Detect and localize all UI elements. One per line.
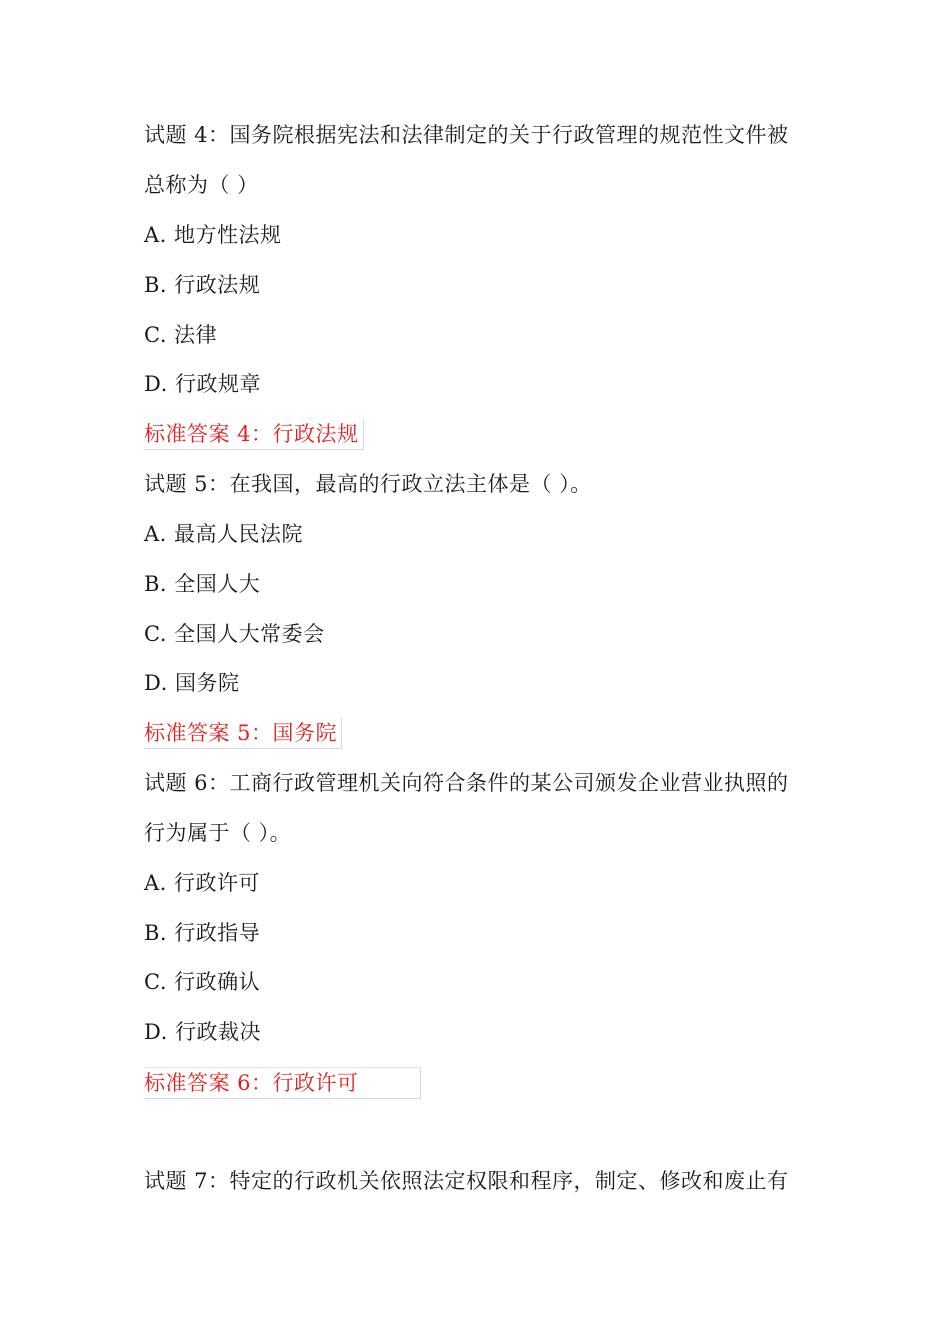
question-4-stem: 试题 4：国务院根据宪法和法律制定的关于行政管理的规范性文件被 [144,123,789,147]
question-4-option-a: A. 地方性法规 [144,223,282,247]
question-4-option-b: B. 行政法规 [144,273,261,297]
question-6-option-d: D. 行政裁决 [144,1020,261,1044]
question-5-option-b: B. 全国人大 [144,572,261,596]
question-4-option-c: C. 法律 [144,323,218,347]
question-6-option-c: C. 行政确认 [144,970,261,994]
question-5-stem: 试题 5：在我国，最高的行政立法主体是（ ）。 [144,472,592,496]
question-5-option-c: C. 全国人大常委会 [144,622,325,646]
question-5-answer: 标准答案 5：国务院 [144,718,342,749]
question-5-option-d: D. 国务院 [144,671,240,695]
question-5-option-a: A. 最高人民法院 [144,522,304,546]
question-4-option-d: D. 行政规章 [144,372,261,396]
question-6-answer: 标准答案 6：行政许可 [144,1067,421,1099]
question-4-stem-continued: 总称为（ ） [144,173,259,197]
question-6-option-a: A. 行政许可 [144,871,261,895]
question-6-stem: 试题 6：工商行政管理机关向符合条件的某公司颁发企业营业执照的 [144,771,789,795]
question-7-stem: 试题 7：特定的行政机关依照法定权限和程序，制定、修改和废止有 [144,1169,789,1193]
question-4-answer: 标准答案 4：行政法规 [144,419,364,450]
question-6-stem-continued: 行为属于（ ）。 [144,821,292,845]
question-6-option-b: B. 行政指导 [144,921,261,945]
